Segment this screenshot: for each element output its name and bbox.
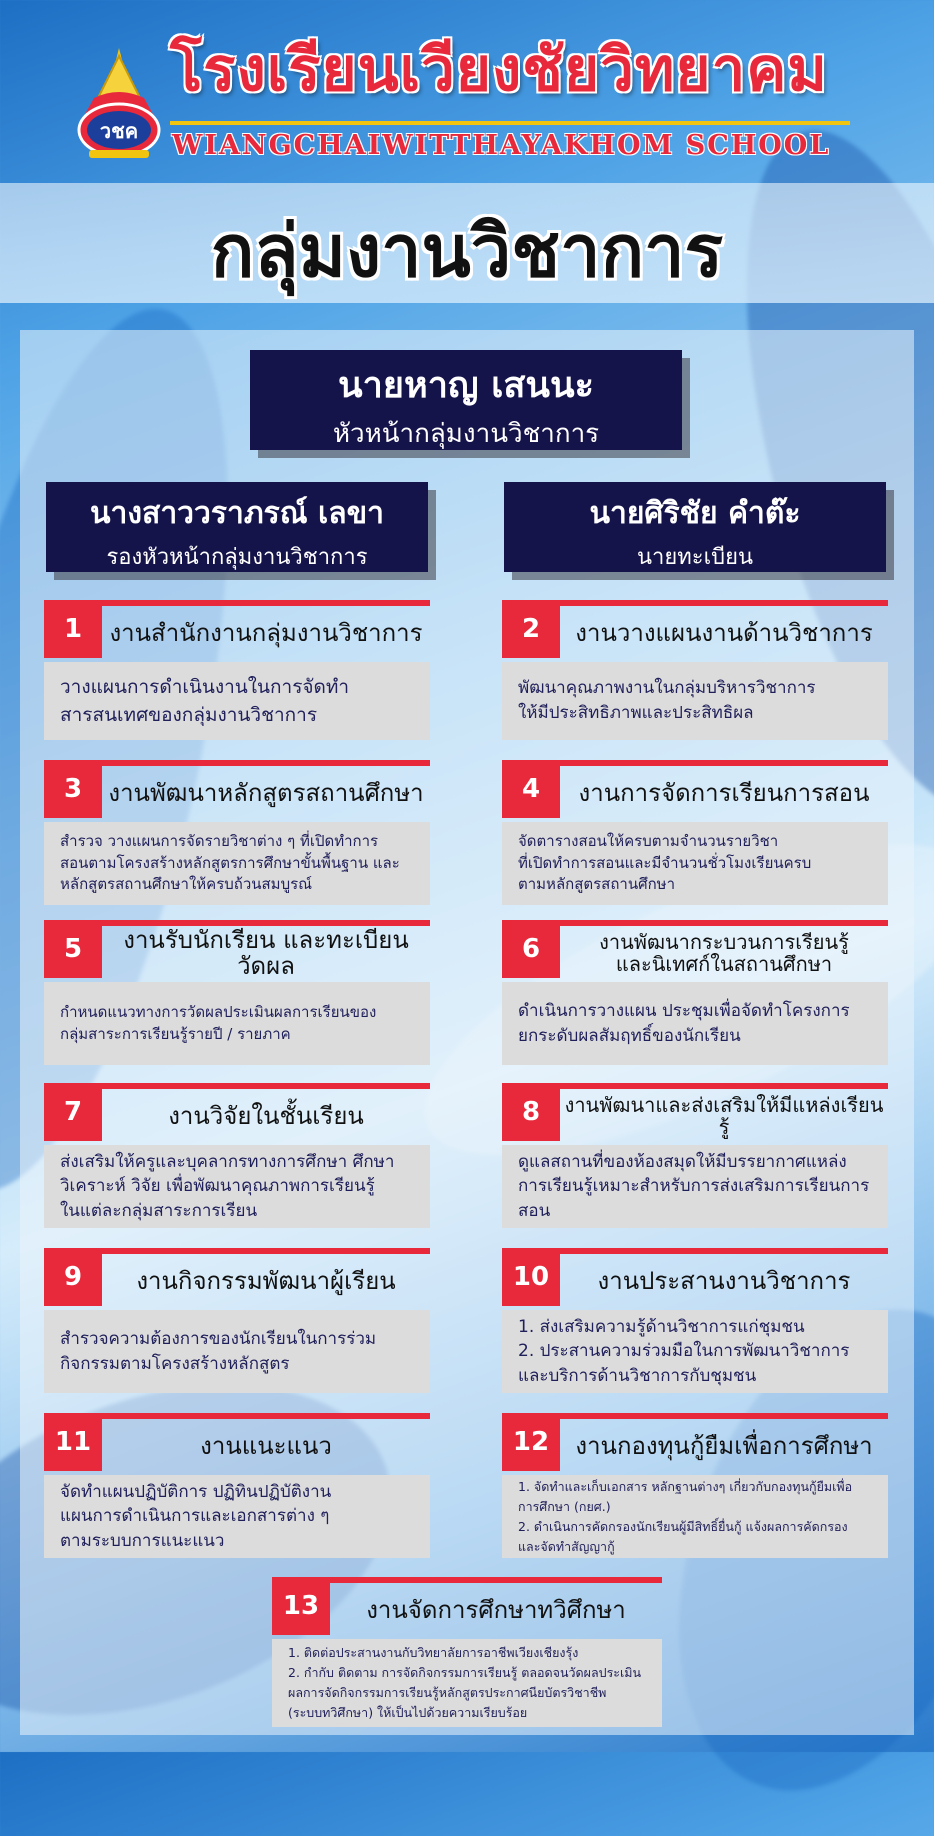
school-name-thai: โรงเรียนเวียงชัยวิทยาคม	[170, 35, 828, 105]
task-number: 10	[502, 1248, 560, 1306]
task-card	[502, 1413, 888, 1558]
task-description: 1. จัดทำและเก็บเอกสาร หลักฐานต่างๆ เกี่ยวกับกองทุนกู้ยืมเพื่อ การศึกษา (กยศ.) 2. ดำเนินการคัดกรองนักเรียนผู้มีสิทธิ์ยื่นกู้ แจ้งผลการคัดกรอง และจัดทำสัญญากู้	[502, 1475, 888, 1558]
task-description: สำรวจความต้องการของนักเรียนในการร่วม กิจกรรมตามโครงสร้างหลักสูตร	[44, 1310, 430, 1393]
task-number: 9	[44, 1248, 102, 1306]
deputy-name-box	[46, 482, 428, 572]
task-title: งานพัฒนาหลักสูตรสถานศึกษา	[108, 778, 424, 807]
task-card	[502, 760, 888, 905]
task-title: งานสำนักงานกลุ่มงานวิชาการ	[109, 618, 423, 647]
registrar-role: นายทะเบียน	[636, 545, 753, 570]
task-description: 1. ส่งเสริมความรู้ด้านวิชาการแก่ชุมชน 2. ประสานความร่วมมือในการพัฒนาวิชาการ และบริการด้านวิชาการกับชุมชน	[502, 1310, 888, 1393]
task-title: งานการจัดการเรียนการสอน	[578, 778, 870, 807]
task-number: 1	[44, 600, 102, 658]
registrar-name-box	[504, 482, 886, 572]
head-name-box	[250, 350, 682, 450]
header	[0, 0, 934, 175]
task-number: 12	[502, 1413, 560, 1471]
school-name-english: WIANGCHAIWITTHAYAKHOM SCHOOL	[172, 130, 831, 161]
task-card	[44, 600, 430, 740]
task-number: 11	[44, 1413, 102, 1471]
deputy-name: นางสาววราภรณ์ เลขา	[90, 496, 384, 531]
task-number: 2	[502, 600, 560, 658]
divider	[170, 121, 850, 125]
task-card	[272, 1577, 662, 1727]
task-number: 6	[502, 920, 560, 978]
head-name: นายหาญ เสนนะ	[338, 365, 594, 406]
task-title: งานแนะแนว	[200, 1431, 332, 1460]
task-description: กำหนดแนวทางการวัดผลประเมินผลการเรียนของ กลุ่มสาระการเรียนรู้รายปี / รายภาค	[44, 982, 430, 1065]
task-description: พัฒนาคุณภาพงานในกลุ่มบริหารวิชาการ ให้มีประสิทธิภาพและประสิทธิผล	[502, 662, 888, 740]
task-card	[44, 760, 430, 905]
logo-text: วชค	[99, 119, 139, 143]
task-card	[44, 1248, 430, 1393]
task-description: ดูแลสถานที่ของห้องสมุดให้มีบรรยากาศแหล่ง การเรียนรู้เหมาะสำหรับการส่งเสริมการเรียนการ สอน	[502, 1145, 888, 1228]
task-number: 8	[502, 1083, 560, 1141]
task-number: 13	[272, 1577, 330, 1635]
task-description: ดำเนินการวางแผน ประชุมเพื่อจัดทำโครงการ ยกระดับผลสัมฤทธิ์ของนักเรียน	[502, 982, 888, 1065]
task-description: สำรวจ วางแผนการจัดรายวิชาต่าง ๆ ที่เปิดทำการ สอนตามโครงสร้างหลักสูตรการศึกษาขั้นพื้นฐาน และ หลักสูตรสถานศึกษาให้ครบถ้วนสมบูรณ์	[44, 822, 430, 905]
task-number: 5	[44, 920, 102, 978]
page-title: กลุ่มงานวิชาการ	[210, 209, 724, 293]
task-title: งานประสานงานวิชาการ	[597, 1266, 851, 1295]
task-description: วางแผนการดำเนินงานในการจัดทำ สารสนเทศของกลุ่มงานวิชาการ	[44, 662, 430, 740]
task-title: งานรับนักเรียน และทะเบียนวัดผล	[123, 925, 409, 980]
task-title: งานจัดการศึกษาทวิศึกษา	[366, 1595, 626, 1624]
task-description: 1. ติดต่อประสานงานกับวิทยาลัยการอาชีพเวียงเชียงรุ้ง 2. กำกับ ติดตาม การจัดกิจกรรมการเรียนรู้ ตลอดจนวัดผลประเมิน ผลการจัดกิจกรรมการเรียนรู้หลักสูตรประกาศนียบัตรวิชาชีพ (ระบบทวิศึกษา) ให้เป็นไปด้วยความเรียบร้อย	[272, 1639, 662, 1727]
task-card	[502, 920, 888, 1065]
task-title: งานวิจัยในชั้นเรียน	[168, 1101, 364, 1130]
task-card	[502, 1248, 888, 1393]
task-card	[44, 1083, 430, 1228]
task-title: งานพัฒนาและส่งเสริมให้มีแหล่งเรียนรู้	[564, 1093, 884, 1139]
school-logo	[74, 46, 164, 164]
task-title: งานกิจกรรมพัฒนาผู้เรียน	[136, 1266, 396, 1295]
task-card	[502, 600, 888, 740]
task-description: ส่งเสริมให้ครูและบุคลากรทางการศึกษา ศึกษา วิเคราะห์ วิจัย เพื่อพัฒนาคุณภาพการเรียนรู้ ในแต่ละกลุ่มสาระการเรียน	[44, 1145, 430, 1228]
task-description: จัดตารางสอนให้ครบตามจำนวนรายวิชา ที่เปิดทำการสอนและมีจำนวนชั่วโมงเรียนครบ ตามหลักสูตรสถานศึกษา	[502, 822, 888, 905]
task-title: งานวางแผนงานด้านวิชาการ	[575, 618, 873, 647]
task-card	[44, 920, 430, 1065]
head-role: หัวหน้ากลุ่มงานวิชาการ	[332, 419, 600, 449]
task-number: 7	[44, 1083, 102, 1141]
task-title: งานกองทุนกู้ยืมเพื่อการศึกษา	[575, 1431, 873, 1460]
task-description: จัดทำแผนปฏิบัติการ ปฏิทินปฏิบัติงาน แผนการดำเนินการและเอกสารต่าง ๆ ตามระบบการแนะแนว	[44, 1475, 430, 1558]
task-number: 3	[44, 760, 102, 818]
registrar-name: นายศิริชัย คำต๊ะ	[589, 496, 801, 531]
task-number: 4	[502, 760, 560, 818]
task-card	[44, 1413, 430, 1558]
task-card	[502, 1083, 888, 1228]
task-title: งานพัฒนากระบวนการเรียนรู้ และนิเทศก์ในสถานศึกษา	[599, 930, 849, 976]
deputy-role: รองหัวหน้ากลุ่มงานวิชาการ	[106, 545, 368, 570]
